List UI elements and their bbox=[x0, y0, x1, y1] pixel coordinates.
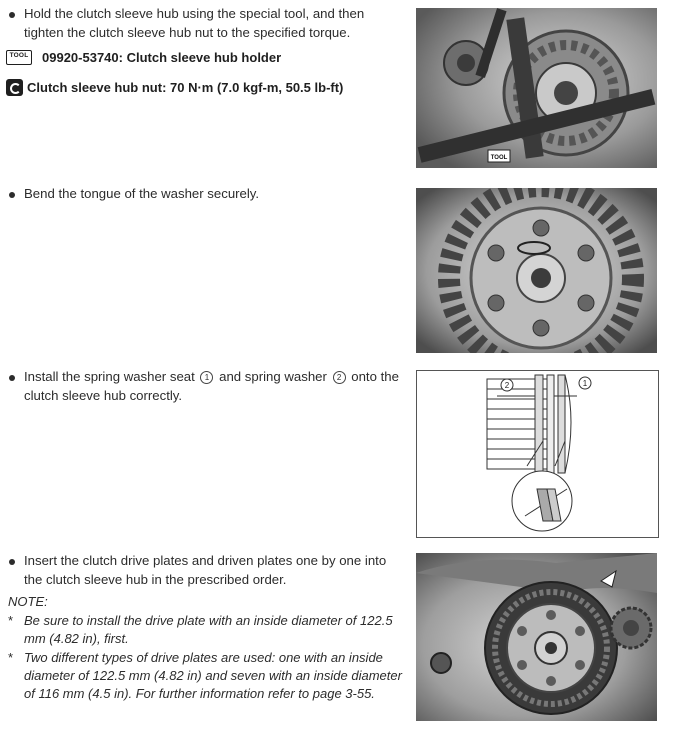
figure-label-2: 2 bbox=[504, 381, 510, 390]
note-label: NOTE: bbox=[8, 594, 48, 609]
tool-spec bbox=[6, 50, 281, 65]
marker-1: 1 bbox=[200, 371, 213, 384]
note-item-1 bbox=[8, 612, 414, 648]
diagram-spring-washer bbox=[416, 370, 659, 538]
bullet-icon bbox=[9, 559, 15, 565]
step-1-instruction bbox=[0, 5, 405, 42]
step-3-instruction bbox=[0, 368, 405, 405]
asterisk-icon: * bbox=[8, 613, 14, 628]
step-1 bbox=[0, 5, 405, 42]
torque-wrench-icon bbox=[6, 79, 23, 96]
step-3-text-b: and spring washer bbox=[219, 369, 327, 384]
bullet-icon bbox=[9, 12, 15, 18]
note-item-1-text: Be sure to install the drive plate with an inside diameter of 122.5 mm (4.82 in), first. bbox=[24, 613, 393, 647]
step-3-text-a: Install the spring washer seat bbox=[24, 369, 195, 384]
bullet-icon bbox=[9, 375, 15, 381]
step-3-text-c: onto the clutch sleeve hub correctly. bbox=[24, 369, 399, 403]
tool-icon: TOOL bbox=[6, 50, 32, 65]
note-item-2-text: Two different types of drive plates are used: one with an inside diameter of 122.5 mm (4.82 in) and seven with an inside diameter of 116 mm (4.5 in). For further information refer to page 3-55. bbox=[24, 650, 402, 702]
step-4-instruction bbox=[0, 552, 405, 589]
step-2-text: Bend the tongue of the washer securely. bbox=[24, 186, 260, 201]
torque-spec bbox=[6, 79, 343, 96]
step-1-text: Hold the clutch sleeve hub using the special tool, and then tighten the clutch sleeve hub nut to the specified torque. bbox=[24, 6, 365, 40]
marker-2: 2 bbox=[333, 371, 346, 384]
tool-spec-text: 09920-53740: Clutch sleeve hub holder bbox=[42, 50, 282, 65]
torque-spec-text: Clutch sleeve hub nut: 70 N·m (7.0 kgf-m, 50.5 lb-ft) bbox=[27, 80, 344, 95]
step-2-instruction bbox=[0, 185, 405, 204]
asterisk-icon: * bbox=[8, 650, 14, 665]
bullet-icon bbox=[9, 192, 15, 198]
step-2 bbox=[0, 185, 405, 204]
step-3 bbox=[0, 368, 405, 405]
note-item-2 bbox=[8, 649, 414, 704]
photo-tool-label: TOOL bbox=[490, 155, 508, 161]
step-4 bbox=[0, 552, 405, 589]
step-4-text: Insert the clutch drive plates and driven plates one by one into the clutch sleeve hub in the prescribed order. bbox=[24, 553, 387, 587]
photo-washer-tongue bbox=[416, 188, 657, 353]
photo-clutch-plates bbox=[416, 553, 657, 721]
figure-label-1: 1 bbox=[582, 379, 588, 388]
photo-clutch-hub-holder bbox=[416, 8, 657, 168]
